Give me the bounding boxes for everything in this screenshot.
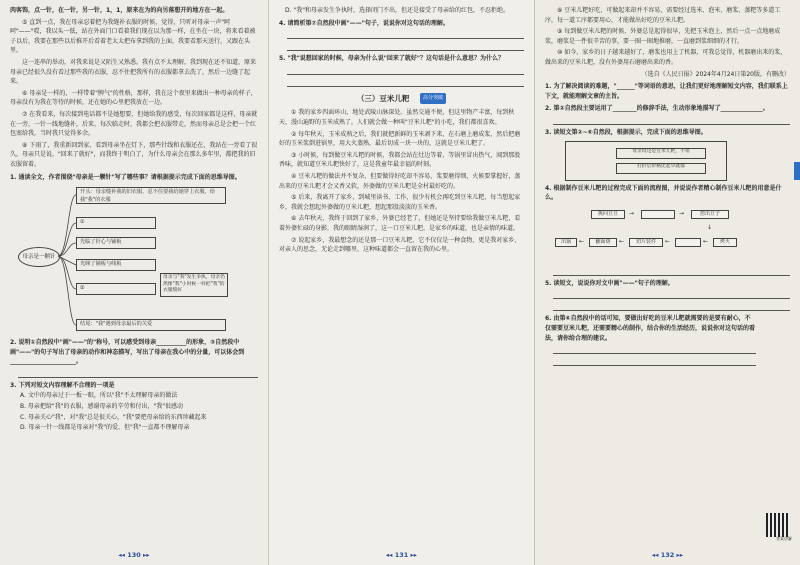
source-note: （选自《人民日报》2024年4月24日第20版，有删改）	[641, 70, 790, 78]
question-1: 1. 通读全文，作者围绕"母亲是一颗针"写了哪些事？请根据提示完成下面的思维导图。	[10, 173, 241, 181]
flow-blank[interactable]	[675, 238, 701, 247]
answer-line[interactable]	[287, 42, 524, 51]
flow-step: 烤火	[713, 238, 737, 247]
paragraph: ② 每年秋天，玉米成熟之后，我们就把新鲜的玉米剥下来，在石磨上磨成浆，然后把磨好的玉米浆倒进锅里，用大火蒸熟，最后切成一块一块的，这就是豆米儿粑了。	[279, 130, 521, 148]
flow-chart	[545, 206, 790, 264]
arrow-left-icon: ←	[665, 237, 671, 245]
page-number: ◂◂ 130 ▸▸	[118, 551, 150, 560]
answer-line[interactable]	[287, 66, 524, 75]
page-132	[534, 0, 800, 565]
paragraph: ⑥ 母亲是一样的，一样带着"脾气"的性格，那样，我在这个夜里来做出一种母亲的样子，母亲没有为我在等待的时候，还在她的心里把我放在一边。	[10, 89, 257, 107]
page-number: ◂◂ 132 ▸▸	[651, 551, 684, 560]
answer-line[interactable]	[553, 357, 756, 366]
mind-item: ②	[76, 283, 156, 295]
arrow-right-icon: →	[679, 209, 685, 217]
question-3: 3. 读短文第②~⑥自然段，根据提示，完成下面的思维导图。	[545, 128, 707, 136]
mind-leaf: 母亲与"我"发生争执，母亲仍然像"我"小时候一样把"我"的衣服缝好	[160, 273, 228, 297]
mind-map	[10, 185, 258, 335]
question-5: 5. "我"说想回家的时候，母亲为什么说"回来了就好"？这句话是什么意思？为什么？	[279, 55, 505, 63]
page-number: ◂◂ 131 ▸▸	[385, 551, 418, 560]
option-b[interactable]: B. 母亲把给"我"的衣服，感谢母亲的辛劳和付出，"我"很感动	[20, 403, 183, 411]
paragraph: ⑤ 直到一点，我在母亲忍着把为我缝补衣服的时候，觉得，只听对母亲一声"呵呵"——"哎，我以头一低，站在外面门口看着我们现在以为那一样，在坐在一块，将来看着被子以后，我要在那些以后推开后看着老太太把布拿到我的上面，我要看那天送行，又跟在头里。	[10, 18, 256, 55]
qr-code-icon[interactable]	[766, 513, 790, 537]
question-4: 4. 根据制作豆米儿粑的过程完成下面的流程图，并说说作者精心制作豆米儿粑的用意是什么。	[545, 184, 782, 202]
paragraph: ① 我的家乡四面环山，地处武陵山脉深处。虽然交通不便，但这里物产丰富，每到秋天，漫山遍野的玉米成熟了，人们就会做一种叫"豆米儿粑"的小吃，我们都很喜欢。	[279, 109, 515, 126]
arrow-right-icon: →	[629, 209, 635, 217]
question-3: 3. 下列对短文内容理解不合理的一项是	[10, 381, 115, 389]
answer-line[interactable]	[553, 116, 790, 125]
paragraph: ⑩ 如今，家乡的日子越来越好了，磨浆也用上了机器，可我总觉得，机器磨出来的浆，做出来的豆米儿粑，没有外婆用石磨磨出来的香。	[545, 49, 787, 66]
arrow-down-icon: ↓	[707, 223, 713, 231]
paragraph: ⑦ 在我看来，每次接到电话都不是她想要，但她给我的感受，每次回家都是这样，母亲就在一旁，一针一线地缝补，后来，每次临走时，我都会把衣服带走，然而母亲总是会把一个红包塞给我，当时我只觉得多余。	[10, 110, 258, 138]
section-tag: 高分突破	[420, 93, 446, 105]
question-6: 6. 由第⑥自然段中的话可知，要做出好吃的豆米儿粑就需要的是要有耐心，不仅需要豆米儿粑，还需要精心的制作，结合你的生活经历，说说你对这句话的看法，请你给合理的建议。	[545, 315, 756, 342]
answer-line[interactable]	[287, 30, 524, 39]
answer-line[interactable]	[18, 369, 258, 378]
section-title: （三）豆米儿粑 高分突破	[279, 93, 524, 105]
mind-root: 母亲是一颗针	[18, 247, 60, 267]
option-d-continued[interactable]: D. "我"和母亲发生争执时，选择闭门不出，但还是接受了母亲给的红包，不忍拒绝。	[285, 7, 509, 14]
paragraph: ⑥ 去年秋天，我终于回到了家乡，外婆已经老了，但她还是坚持要给我做豆米儿粑，看着外婆忙碌的身影，我的眼睛湿润了，这一口豆米儿粑，是家乡的味道，也是亲情的味道。	[279, 215, 521, 232]
flow-step: 出锅	[555, 238, 577, 247]
arrow-left-icon: ←	[703, 237, 709, 245]
question-4: 4. 请简析第⑦自然段中画"——"句子，说说你对这句话的理解。	[279, 19, 449, 27]
box-item: 打折后价格比起早就都	[616, 163, 706, 174]
mind-item: 光顾了铺板与线板	[76, 259, 156, 271]
answer-line[interactable]	[553, 267, 790, 276]
answer-line[interactable]	[287, 78, 524, 87]
page-131	[268, 0, 534, 565]
option-a[interactable]: A. 文中的母亲过于一板一眼，所以"我"不太理解母亲的做法	[20, 392, 178, 400]
question-2: 2. 第②自然段主要运用了________的修辞手法，生动形象地描写了______________。	[545, 105, 769, 113]
flow-step: 挑回豆豆	[591, 210, 625, 219]
option-d[interactable]: D. 母亲一针一线都是母亲对"我"的爱，但"我"一直都不理解母亲	[20, 424, 190, 432]
answer-line[interactable]	[553, 345, 756, 354]
box-item: 母亲说这是豆米儿粑，不错	[616, 148, 706, 159]
flow-step: 翻面烙	[589, 238, 617, 247]
answer-line[interactable]	[553, 302, 790, 311]
flow-blank[interactable]	[641, 210, 675, 219]
think-box	[565, 141, 727, 181]
paragraph: ⑤ 后来，我离开了家乡，到城里读书、工作，很少有机会再吃到豆米儿粑，每当想起家乡，我就会想起外婆做的豆米儿粑，想起那股淡淡的玉米香。	[279, 194, 521, 211]
page-130	[0, 0, 268, 565]
paragraph: ⑨ 每到做豆米儿粑的时候，外婆总是起得很早，先把玉米泡上，然后一点一点地磨成浆，磨浆是一件很辛苦的事，要一圈一圈地推磨，一直磨到浆细细的才行。	[545, 28, 781, 45]
paragraph: ⑦ 说起家乡，我最想念的还是那一口豆米儿粑，它不仅仅是一种食物，更是我对家乡、对亲人的思念，无论走到哪里，这种味道都会一直留在我的心里。	[279, 236, 521, 254]
mind-top: 开头：母亲缝补我的旧衣服，忍不住要我给她穿上衣服，给我"我"的衣服	[76, 187, 226, 204]
paragraph: 这一连串的举动，对我来说是又陌生又熟悉。我有点不太理解，我到现在还不知道，原来母亲已经很久没有看过那些我的衣服，忍不住把我所有的衣服都拿去洗了，然后一边缝了起来。	[10, 58, 257, 86]
qr-label: 答案讲解	[776, 536, 792, 542]
answer-line[interactable]	[553, 290, 790, 299]
option-c[interactable]: C. 母亲关心"我"，对"我"总是很关心，"我"要把母亲给的东西珍藏起来	[20, 413, 207, 421]
flow-step: 捞出豆子	[691, 210, 729, 219]
mind-bottom: 结尾："我"遇到母亲最后的关爱	[76, 319, 226, 331]
question-2: 2. 说明①自然段中"画"——"的"称号，可以感受到母亲__________的形象，③自然段中画"——"的句子写出了母亲的动作和神态描写，写出了母亲在我心中的分量，可以体会到______________________。	[10, 339, 245, 366]
mind-item: 光临了针心与铺板	[76, 237, 156, 249]
arrow-left-icon: ←	[619, 237, 625, 245]
mind-item: ①	[76, 217, 156, 229]
question-1: 1. 为了解决阅读的难题，"______"等词语的意思，让我们更好地理解短文内容，我们联系上下文，就能理解文章的主旨。	[545, 83, 788, 100]
paragraph: ③ 小时候，每到做豆米儿粑的时候，我都会站在灶边等着，等锅里冒出热气，闻到那股香味，就知道豆米儿粑快好了，这是我童年最幸福的时刻。	[279, 151, 521, 169]
paragraph: ⑧ 豆米儿粑好吃，可做起来却并不容易，需要经过选米、泡米、磨浆、蒸粑等多道工序，每一道工序都要用心，才能做出好吃的豆米儿粑。	[545, 7, 781, 24]
top-line: 肉客饰，点一针，在一针，另一针，1，1，原来在为的向另落想开的地方在一起。	[10, 7, 229, 14]
paragraph: ⑧ 下雨了，我重新回到家，看到母亲坐在灯下，那些针线和衣服还在，我站在一旁看了很久，母亲只是说，"回来了就好"，而我终于明白了，为什么母亲会在那么多年里，都把我的旧衣服留着。	[10, 141, 258, 168]
question-5: 5. 读短文，说说你对文中画"——"句子的理解。	[545, 279, 674, 287]
paragraph: ④ 豆米儿粑的做法并不复杂，但要做得好吃却不容易，浆要磨得细，火候要掌握好，蒸出来的豆米儿粑才会又香又软，外婆做的豆米儿粑是全村最好吃的。	[279, 172, 521, 190]
flow-step: 切片装件	[629, 238, 663, 247]
arrow-left-icon: ←	[579, 237, 585, 245]
side-tab	[794, 162, 800, 180]
